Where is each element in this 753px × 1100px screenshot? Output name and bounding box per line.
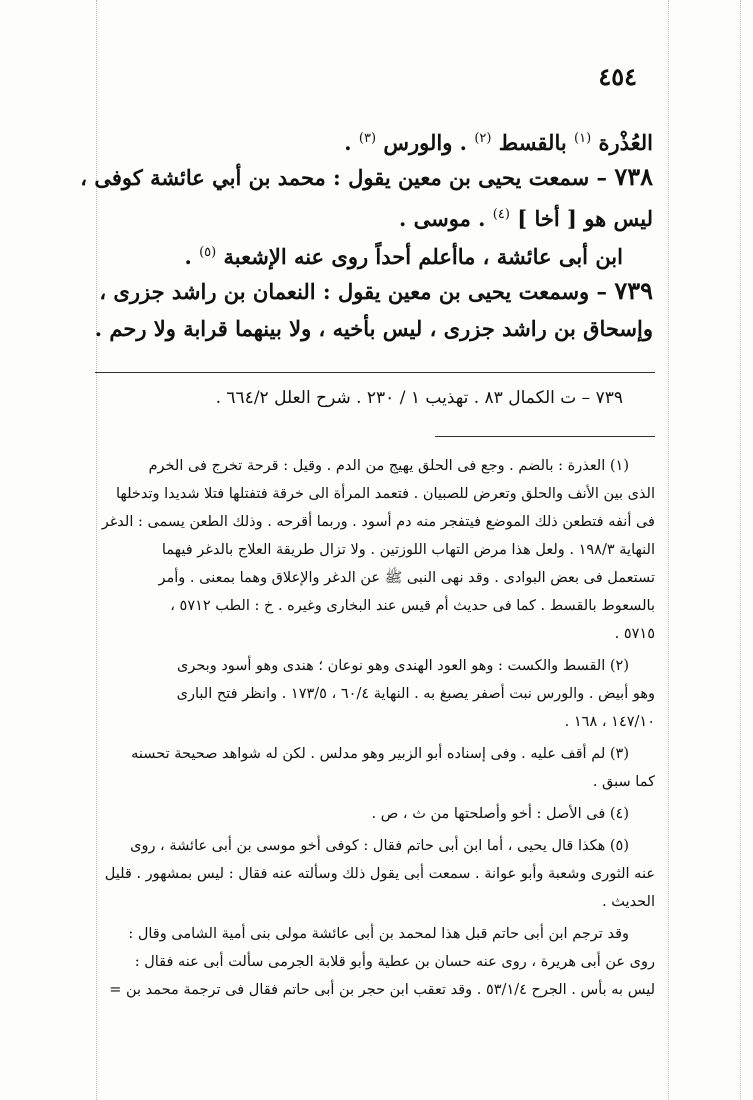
- footnote-line: (٣) لم أقف عليه . وفى إسناده أبو الزبير وهو مدلس . لكن له شواهد صحيحة تحسنه: [131, 746, 629, 762]
- footnote: [93, 920, 655, 1004]
- main-line: ليس هو [ أخا ] $^{(٤)}$ . موسى .: [399, 206, 653, 231]
- footnote: [93, 452, 655, 648]
- footnote: [93, 652, 655, 736]
- footnote-line: كما سبق .: [592, 774, 655, 790]
- footnote-line: النهاية ١٩٨/٣ . ولعل هذا مرض التهاب اللوزتين . ولا تزال طريقة العلاج بالدغر فيهما: [161, 542, 655, 558]
- main-line: ابن أبى عائشة ، ماأعلم أحداً روى عنه الإشعبة $^{(٥)}$ .: [184, 244, 623, 269]
- entry-number: ٧٣٩: [614, 276, 653, 305]
- footnote-line: ١٤٧/١٠ ، ١٦٨ .: [564, 714, 655, 730]
- main-text: [63, 120, 653, 348]
- footnote-line: روى عن أبى هريرة ، روى عنه حسان بن عطية وأبو قلابة الجرمى سألت أبى عنه فقال :: [134, 954, 655, 970]
- entry-number: ٧٣٨: [614, 162, 653, 191]
- footnote-line: (٤) فى الأصل : أخو وأصلحتها من ث ، ص .: [371, 806, 629, 822]
- footnote-separator: [435, 436, 655, 437]
- footnote-line: الحديث .: [602, 894, 655, 910]
- footnote-line: ٥٧١٥ .: [614, 626, 655, 642]
- footnote-line: وهو أبيض . والورس نبت أصفر يصبغ به . النهاية ٦٠/٤ ، ١٧٣/٥ . وانظر فتح البارى: [176, 686, 655, 702]
- page-number: ٤٥٤: [598, 62, 637, 91]
- footnote-line: وقد ترجم ابن أبى حاتم قبل هذا لمحمد بن أبى عائشة مولى بنى أمية الشامى وقال :: [128, 926, 629, 942]
- separator-rule: [95, 372, 655, 373]
- footnotes: [93, 452, 655, 1008]
- footnote-line: عنه الثورى وشعبة وأبو عوانة . سمعت أبى يقول ذلك وسألته عنه فقال : ليس بمشهور . قليل: [104, 866, 655, 882]
- footnote-line: (٥) هكذا قال يحيى ، أما ابن أبى حاتم فقال : كوفى أخو موسى بن أبى عائشة ، روى: [130, 838, 629, 854]
- footnote-line: تستعمل فى بعض البوادى . وقد نهى النبى ﷺ عن الدغر والإعلاق وهما بمعنى . وأمر: [158, 570, 655, 586]
- scan-guide-line: [668, 0, 669, 1100]
- footnote-line: فى أنفه فتطعن ذلك الموضع فيتفجر منه دم أسود . وربما أقرحه . وذلك الطعن يسمى : الدغر: [101, 514, 655, 530]
- footnote: [93, 800, 655, 828]
- entry-738: ٧٣٨ – سمعت يحيى بن معين يقول : محمد بن أبي عائشة كوفى ،: [80, 162, 653, 191]
- footnote: [93, 740, 655, 796]
- entry-739: ٧٣٩ – وسمعت يحيى بن معين يقول : النعمان بن راشد جزرى ،: [99, 276, 653, 305]
- footnote-line: ليس به بأس . الجرح ٥٣/١/٤ . وقد تعقب ابن حجر بن أبى حاتم فقال فى ترجمة محمد بن =: [109, 982, 655, 998]
- footnote-line: بالسعوط بالقسط . كما فى حديث أم قيس عند البخارى وغيره . خ : الطب ٥٧١٢ ،: [170, 598, 655, 614]
- footnote-line: الذى بين الأنف والحلق وتعرض للصبيان . فتعمد المرأة الى خرقة فتفتلها فتلا شديدا وتدخلها: [116, 486, 655, 502]
- main-line: العُذْرة $^{(١)}$ بالقسط $^{(٢)}$ . والورس $^{(٣)}$ .: [344, 130, 653, 155]
- source-reference: ٧٣٩ – ت الكمال ٨٣ . تهذيب ١ / ٢٣٠ . شرح العلل ٦٦٤/٢ .: [215, 388, 623, 408]
- footnote-line: (٢) القسط والكست : وهو العود الهندى وهو نوعان ؛ هندى وهو أسود وبحرى: [176, 658, 629, 674]
- footnote-line: (١) العذرة : بالضم . وجع فى الحلق يهيج من الدم . وقيل : قرحة تخرج فى الخرم: [148, 458, 629, 474]
- main-line: وإسحاق بن راشد جزرى ، ليس بأخيه ، ولا بينهما قرابة ولا رحم .: [94, 316, 653, 341]
- scan-guide-line: [740, 0, 741, 1100]
- footnote: [93, 832, 655, 916]
